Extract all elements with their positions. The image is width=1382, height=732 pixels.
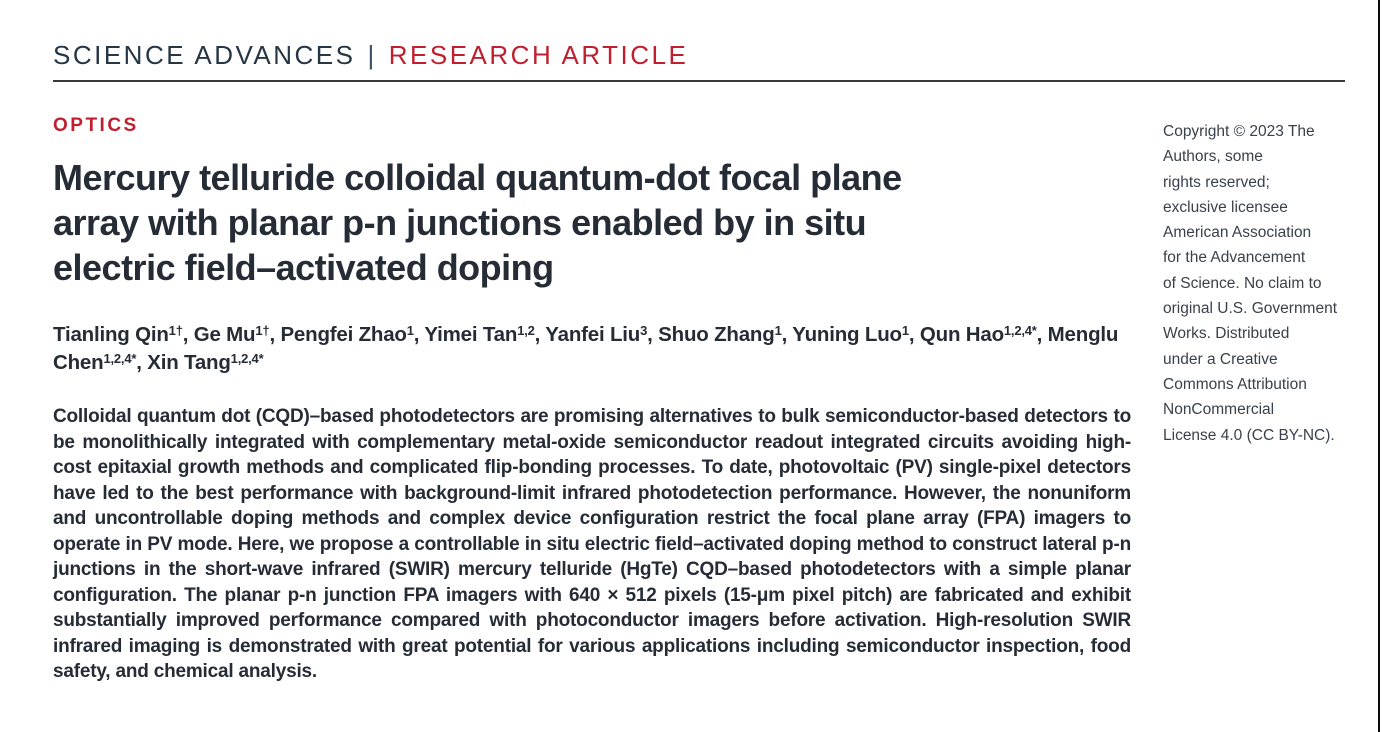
article-title: Mercury telluride colloidal quantum-dot focal plane array with planar p-n junctions enabled by in situ electric field–activated doping [53,157,902,288]
author-affiliations: 1† [168,323,183,339]
author-name: Menglu Chen [53,323,1119,374]
copyright-notice: Copyright © 2023 The Authors, some rights reserved; exclusive licensee American Association for the Advancement of Science. No claim to original U.S. Government Works. Distributed under a Creative Commons Attribution NonCommercial License 4.0 (CC BY-NC). [1163,123,1338,444]
author-name: Shuo Zhang [658,323,775,346]
author-name: Tianling Qin [53,323,169,346]
journal-name: SCIENCE ADVANCES [53,40,356,70]
author [792,323,909,346]
author-affiliations: 1 [901,323,909,339]
author [545,323,647,346]
masthead-separator: | [367,40,377,70]
author [280,323,413,346]
author-name: Ge Mu [193,323,256,346]
author [658,323,781,346]
author [194,323,270,346]
author-name: Yanfei Liu [545,323,641,346]
page-right-border [1378,0,1380,732]
author-name: Xin Tang [147,351,231,374]
author-affiliations: 1† [255,323,270,339]
masthead [53,40,688,71]
author-affiliations: 1,2,4* [1003,323,1037,339]
author-affiliations: 1 [406,323,414,339]
author-name: Qun Hao [919,323,1004,346]
author [920,323,1037,346]
section-label: OPTICS [53,115,139,136]
author [424,323,534,346]
article-type-label: RESEARCH ARTICLE [388,40,689,70]
author-affiliations: 1 [774,323,782,339]
author-list: Tianling Qin$^{1\dagger}$, Ge $Mu^{1\dagger}$, Pengfei Zhao$^1$, Yimei Tan$^{1,2}$, Yanfei Liu$^3$, Shuo Zhang$^1$, Yuning Luo$^1$, Qun Hao$^{1,2,4*}$, Menglu Chen$^{1,2,4*}$, Xin Tang$^{1,2,4*}$ [53,323,1119,374]
author-name: Yuning Luo [792,323,902,346]
author-affiliations: 1,2,4* [230,351,264,367]
author-name: Yimei Tan [424,323,518,346]
masthead-rule [53,80,1345,82]
author-affiliations: 1,2 [517,323,535,339]
author-affiliations: 3 [640,323,648,339]
abstract-text: Colloidal quantum dot (CQD)–based photodetectors are promising alternatives to bulk semiconductor-based detectors to be monolithically integrated with complementary metal-oxide semiconductor readout integrated circuits avoiding high-cost epitaxial growth methods and complicated flip-bonding processes. To date, photovoltaic (PV) single-pixel detectors have led to the best performance with background-limit infrared photodetection performance. However, the nonuniform and uncontrollable doping methods and complex device configuration restrict the focal plane array (FPA) imagers to operate in PV mode. Here, we propose a controllable in situ electric field–activated doping method to construct lateral p-n junctions in the short-wave infrared (SWIR) mercury telluride (HgTe) CQD–based photodetectors with a simple planar configuration. The planar p-n junction FPA imagers with 640 × 512 pixels (15-μm pixel pitch) are fabricated and exhibit substantially improved performance compared with photoconductor imagers before activation. High-resolution SWIR infrared imaging is demonstrated with great potential for various applications including semiconductor inspection, food safety, and chemical analysis. [53,406,1131,682]
author-name: Pengfei Zhao [280,323,407,346]
author-affiliations: 1,2,4* [103,351,137,367]
author [147,351,263,374]
author [53,323,183,346]
